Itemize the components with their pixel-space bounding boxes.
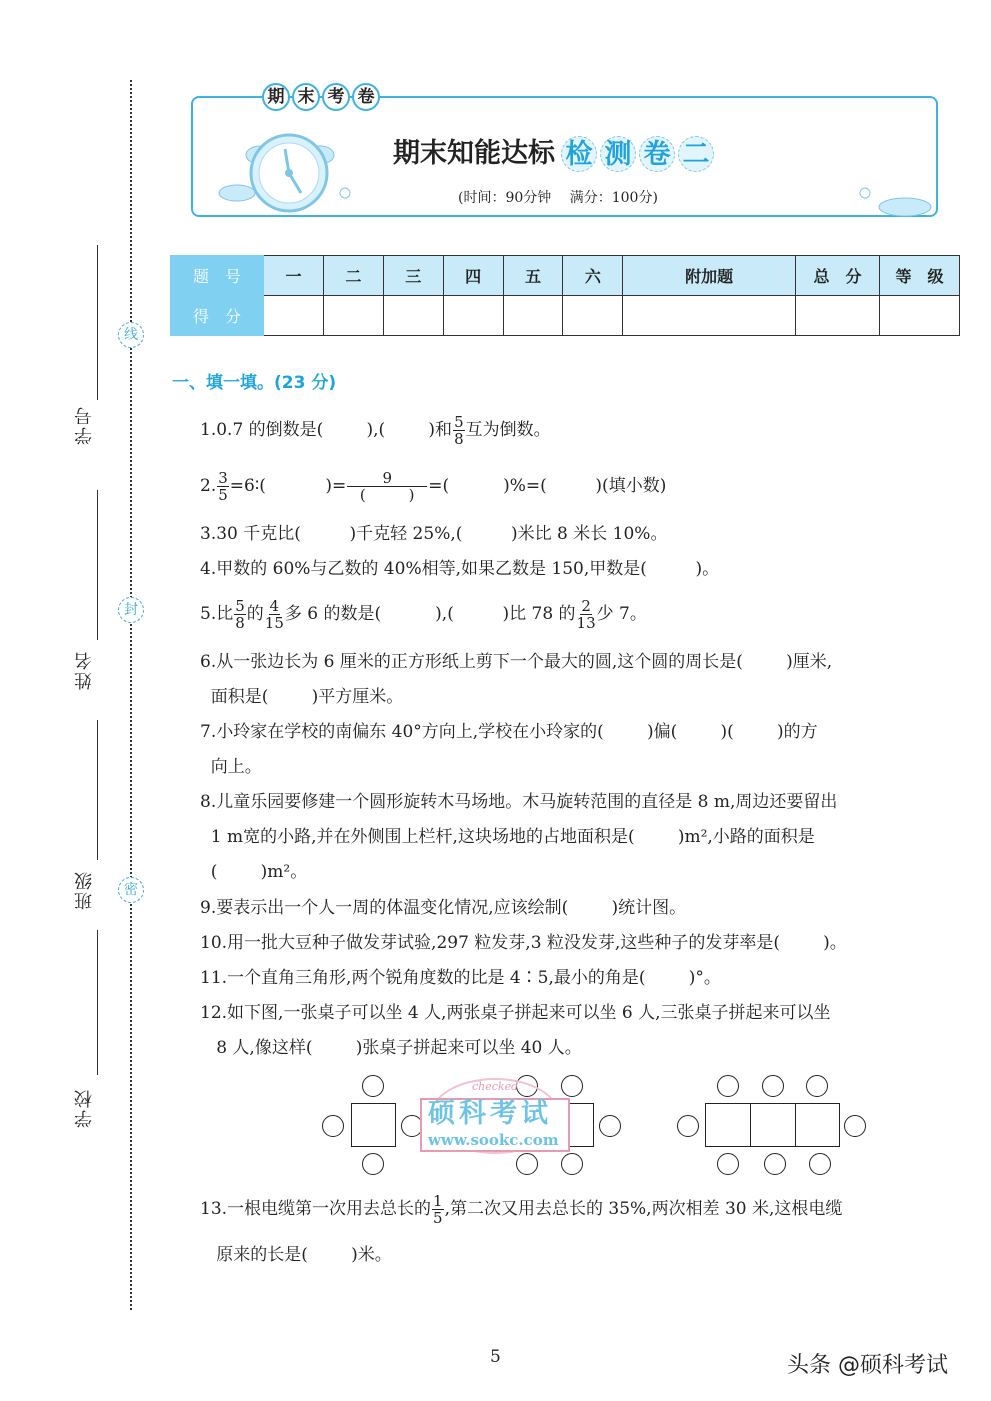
- table-row: [171, 256, 960, 296]
- fraction: [265, 598, 284, 631]
- question-10: 10.用一批大豆种子做发芽试验,297 粒发芽,3 粒没发芽,这些种子的发芽率是( )。: [200, 933, 847, 953]
- table-header-cell: 等 级: [880, 256, 960, 296]
- fraction: [217, 470, 229, 503]
- section-heading: 一、填一填。(23 分): [172, 373, 337, 393]
- page-number: 5: [490, 1347, 501, 1367]
- binding-dotted-line: [130, 80, 132, 1310]
- question-2: [200, 470, 666, 503]
- title-accent-char: 卷: [639, 136, 675, 172]
- watermark-url: www.sookc.com: [428, 1131, 559, 1149]
- question-8-line1: 8.儿童乐园要修建一个圆形旋转木马场地。木马旋转范围的直径是 8 m,周边还要留出: [200, 792, 838, 812]
- question-12-line1: 12.如下图,一张桌子可以坐 4 人,两张桌子拼起来可以坐 6 人,三张桌子拼起来可以坐: [200, 1003, 831, 1023]
- question-8-line3: ( )m²。: [200, 862, 308, 882]
- question-7-line1: 7.小玲家在学校的南偏东 40°方向上,学校在小玲家的( )偏( )( )的方: [200, 722, 818, 742]
- score-cell[interactable]: [503, 296, 563, 336]
- badge: [262, 83, 380, 111]
- denominator: 5: [218, 486, 228, 504]
- table-header-cell: 三: [383, 256, 443, 296]
- table-header-cell: 五: [503, 256, 563, 296]
- footer-source: 头条 @硕科考试: [787, 1353, 948, 1378]
- table-header-cell: 附加题: [623, 256, 796, 296]
- numerator: 2: [581, 597, 591, 615]
- q-text: 互为倒数。: [465, 420, 551, 440]
- question-6-line2: 面积是( )平方厘米。: [200, 687, 404, 707]
- q-text: 1.0.7 的倒数是( ),( )和: [200, 420, 453, 440]
- score-cell[interactable]: [796, 296, 880, 336]
- score-cell[interactable]: [323, 296, 383, 336]
- badge-char: 卷: [352, 83, 380, 111]
- exam-subtitle: (时间：90分钟 满分：100分): [458, 190, 658, 206]
- table-row: [171, 296, 960, 336]
- seal-mi: 密: [118, 877, 144, 903]
- denominator: 8: [454, 430, 464, 448]
- score-table: [170, 255, 960, 336]
- question-6-line1: 6.从一张边长为 6 厘米的正方形纸上剪下一个最大的圆,这个圆的周长是( )厘米,: [200, 652, 833, 672]
- name-label: 姓名: [74, 650, 95, 690]
- q-text: 2.: [200, 476, 217, 496]
- question-9: 9.要表示出一个人一周的体温变化情况,应该绘制( )统计图。: [200, 898, 687, 918]
- title-accent-char: 测: [600, 136, 636, 172]
- denominator: 15: [264, 614, 284, 632]
- question-3: 3.30 千克比( )千克轻 25%,( )米比 8 米长 10%。: [200, 524, 668, 544]
- table-header-cell: 四: [443, 256, 503, 296]
- title-accent-char: 检: [561, 136, 597, 172]
- question-7-line2: 向上。: [200, 757, 262, 777]
- numerator: 5: [454, 413, 464, 431]
- fraction: [234, 598, 246, 631]
- question-4: 4.甲数的 60%与乙数的 40%相等,如果乙数是 150,甲数是( )。: [200, 559, 720, 579]
- question-8-line2: 1 m宽的小路,并在外侧围上栏杆,这块场地的占地面积是( )m²,小路的面积是: [200, 827, 815, 847]
- table-header-cell: 二: [323, 256, 383, 296]
- page-title: [393, 136, 714, 172]
- q-text: 13.一根电缆第一次用去总长的: [200, 1199, 432, 1219]
- badge-char: 末: [292, 83, 320, 111]
- numerator: 1: [433, 1192, 443, 1210]
- badge-char: 考: [322, 83, 350, 111]
- seal-xian: 线: [118, 322, 144, 348]
- fraction: [347, 470, 427, 503]
- badge-char: 期: [262, 83, 290, 111]
- question-5: [200, 598, 647, 631]
- title-text: 期末知能达标: [393, 138, 555, 169]
- fraction: [432, 1193, 444, 1226]
- q-text: ,第二次又用去总长的 35%,两次相差 30 米,这根电缆: [444, 1199, 843, 1219]
- q-text: =( )%=( )(填小数): [428, 476, 667, 496]
- fraction: [453, 414, 465, 447]
- watermark-ring-text: checked: [472, 1080, 519, 1093]
- q-text: 少 7。: [596, 604, 647, 624]
- table-header-cell: 总 分: [796, 256, 880, 296]
- denominator: ( ): [359, 486, 415, 504]
- title-accent-char: 二: [678, 136, 714, 172]
- question-11: 11.一个直角三角形,两个锐角度数的比是 4∶5,最小的角是( )°。: [200, 968, 721, 988]
- q-text: =6∶( )=: [229, 476, 347, 496]
- seal-feng: 封: [118, 597, 144, 623]
- score-cell[interactable]: [623, 296, 796, 336]
- watermark-name: 硕科考试: [428, 1098, 552, 1129]
- student-id-label: 学号: [74, 405, 95, 445]
- school-label: 学校: [74, 1088, 95, 1128]
- table-header-cell: 六: [563, 256, 623, 296]
- table-header-cell: 题 号: [171, 256, 264, 296]
- table-header-cell: 一: [264, 256, 324, 296]
- q-text: 5.比: [200, 604, 234, 624]
- score-cell[interactable]: [443, 296, 503, 336]
- score-cell[interactable]: [264, 296, 324, 336]
- numerator: 3: [218, 469, 228, 487]
- question-12-line2: 8 人,像这样( )张桌子拼起来可以坐 40 人。: [200, 1038, 582, 1058]
- question-1: [200, 414, 551, 447]
- score-cell[interactable]: [383, 296, 443, 336]
- denominator: 5: [433, 1209, 443, 1227]
- name-line[interactable]: [97, 490, 98, 640]
- denominator: 13: [576, 614, 596, 632]
- numerator: 9: [347, 470, 427, 487]
- numerator: 4: [269, 597, 280, 615]
- score-cell[interactable]: [563, 296, 623, 336]
- score-row-label: 得 分: [171, 296, 264, 336]
- cloud-flower-icon: [840, 185, 935, 217]
- class-label: 班级: [74, 870, 95, 910]
- question-13-line2: 原来的长是( )米。: [200, 1245, 392, 1265]
- question-13-line1: [200, 1193, 842, 1226]
- class-line[interactable]: [97, 720, 98, 860]
- denominator: 8: [235, 614, 245, 632]
- score-cell[interactable]: [880, 296, 960, 336]
- q-text: 多 6 的数是( ),( )比 78 的: [284, 604, 576, 624]
- watermark: [420, 1078, 570, 1154]
- numerator: 5: [235, 597, 245, 615]
- alarm-clock-icon: [215, 115, 375, 215]
- student-id-line[interactable]: [97, 245, 98, 400]
- q-text: 的: [246, 604, 264, 624]
- fraction: [577, 598, 596, 631]
- school-line[interactable]: [97, 930, 98, 1075]
